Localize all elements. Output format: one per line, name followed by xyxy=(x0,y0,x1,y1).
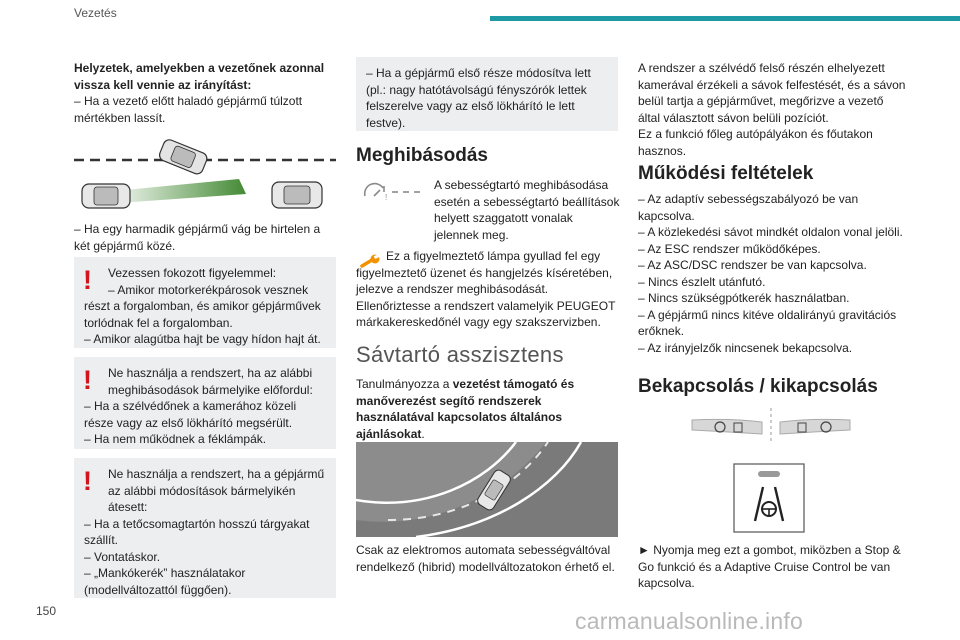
exclamation-icon: ! xyxy=(83,365,92,395)
lane-keeping-button-icon xyxy=(733,463,805,533)
warn2-line2: – Ha nem működnek a féklámpák. xyxy=(84,432,267,446)
svg-text:!: ! xyxy=(385,193,388,202)
right-stalk xyxy=(780,419,850,434)
intro-item: – Ha a vezető előtt haladó gépjármű túlzott mértékben lassít. xyxy=(74,94,303,125)
lane-intro-post: . xyxy=(421,426,425,441)
lane-intro-bold: vezetést támogató és manőverezést segítő rendszerek használatával kapcsolatos általános ajánlásokat xyxy=(356,377,575,441)
heading-conditions: Működési feltételek xyxy=(638,163,814,184)
header-accent-bar xyxy=(490,16,960,21)
conditions-list xyxy=(638,191,910,356)
warn1-first: Vezessen fokozott figyelemmel: xyxy=(108,266,277,280)
condition-item: – Az ASC/DSC rendszer be van kapcsolva. xyxy=(638,258,867,272)
header-section-title: Vezetés xyxy=(74,6,117,20)
braking-illustration xyxy=(74,124,336,216)
fault2-paragraph: Ez a figyelmeztető lámpa gyullad fel egy figyelmeztető üzenet és hangjelzés kíséretében, jelezve a rendszer meghibásodását. Ellenőriztesse a rendszert valamelyik PEUGEOT márkakereskedőnél vagy egy szakszervizben. xyxy=(356,249,616,329)
cruise-fault-dashes-icon xyxy=(362,180,428,204)
exclamation-icon: ! xyxy=(83,265,92,295)
warn3-first: Ne használja a rendszert, ha a gépjármű az alábbi módosítások bármelyikén átesett: xyxy=(108,467,325,514)
exclamation-icon: ! xyxy=(83,466,92,496)
motorway-paragraph: Ez a funkció főleg autópályákon és főutakon hasznos. xyxy=(638,127,873,158)
car-ahead xyxy=(272,182,322,208)
warning-box-3 xyxy=(74,458,336,598)
fault2-text xyxy=(356,248,620,331)
warn3-line3: – „Mankókerék” használatakor (modellváltozattól függően). xyxy=(84,566,246,597)
camera-paragraph: A rendszer a szélvédő felső részén elhelyezett kamerával érzékeli a sávok felfestését, és a sávon belül tartja a gépjárművet, megőrizve a vezető által választott sávon belüli pozíciót. xyxy=(638,61,906,125)
press-button-text: ► Nyomja meg ezt a gombot, miközben a Stop & Go funkció és a Adaptive Cruise Control be van kapcsolva. xyxy=(638,543,901,590)
lane-intro xyxy=(356,376,576,442)
heading-lane-assist: Sávtartó asszisztens xyxy=(356,342,564,367)
warn2-line1: – Ha a szélvédőnek a kamerához közeli része vagy az első lökhárító megsérült. xyxy=(84,399,297,430)
intro-text xyxy=(74,60,336,126)
intro-bold: Helyzetek, amelyekben a vezetőnek azonnal vissza kell vennie az irányítást: xyxy=(74,61,325,92)
own-car xyxy=(82,184,130,208)
heading-fault: Meghibásodás xyxy=(356,145,488,166)
lane-keeping-illustration xyxy=(356,442,618,537)
warn3-line2: – Vontatáskor. xyxy=(84,549,161,564)
warning-box-2 xyxy=(74,357,336,449)
car-cutting-in xyxy=(158,138,209,176)
condition-item: – Az adaptív sebességszabályozó be van kapcsolva. xyxy=(638,192,859,223)
condition-item: – A közlekedési sávot mindkét oldalon vonal jelöli. xyxy=(638,225,903,239)
warning-box-1 xyxy=(74,257,336,348)
warn1-line2: – Amikor alagútba hajt be vagy hídon hajt át. xyxy=(84,332,321,346)
condition-item: – Az ESC rendszer működőképes. xyxy=(638,241,821,256)
condition-item: – Az irányjelzők nincsenek bekapcsolva. xyxy=(638,340,853,355)
warn1-line1: – Amikor motorkerékpárosok vesznek részt a forgalomban, és amikor gépjárművek torlódnak fel a forgalomban. xyxy=(84,282,321,330)
left-stalk xyxy=(692,419,762,434)
hybrid-note: Csak az elektromos automata sebességváltóval rendelkező (hibrid) modellváltozatokon érhető el. xyxy=(356,543,615,574)
camera-text xyxy=(638,60,908,159)
condition-item: – A gépjármű nincs kitéve oldalirányú gravitációs erőknek. xyxy=(638,307,897,338)
heading-on-off: Bekapcsolás / kikapcsolás xyxy=(638,376,878,397)
steering-wheel-buttons-illustration xyxy=(690,408,852,444)
condition-item: – Nincs észlelt utánfutó. xyxy=(638,274,766,289)
condition-item: – Nincs szükségpótkerék használatban. xyxy=(638,291,850,305)
warn3-line1: – Ha a tetőcsomagtartón hosszú tárgyakat szállít. xyxy=(84,516,310,547)
page-number: 150 xyxy=(36,604,57,618)
warn2-first: Ne használja a rendszert, ha az alábbi meghibásodások bármelyike előfordul: xyxy=(108,366,313,397)
lane-intro-pre: Tanulmányozza a xyxy=(356,377,453,391)
cut-in-item: – Ha egy harmadik gépjármű vág be hirtelen a két gépjármű közé. xyxy=(74,222,321,253)
watermark: carmanualsonline.info xyxy=(575,608,803,634)
fault1-text: A sebességtartó meghibásodása esetén a sebességtartó beállítások helyett szaggatott vonalak jelennek meg. xyxy=(434,178,620,242)
note-box: – Ha a gépjármű első része módosítva lett (pl.: nagy hatótávolságú fényszórók lettek felszerelve vagy az első lökhárító le lett festve). xyxy=(356,57,618,131)
